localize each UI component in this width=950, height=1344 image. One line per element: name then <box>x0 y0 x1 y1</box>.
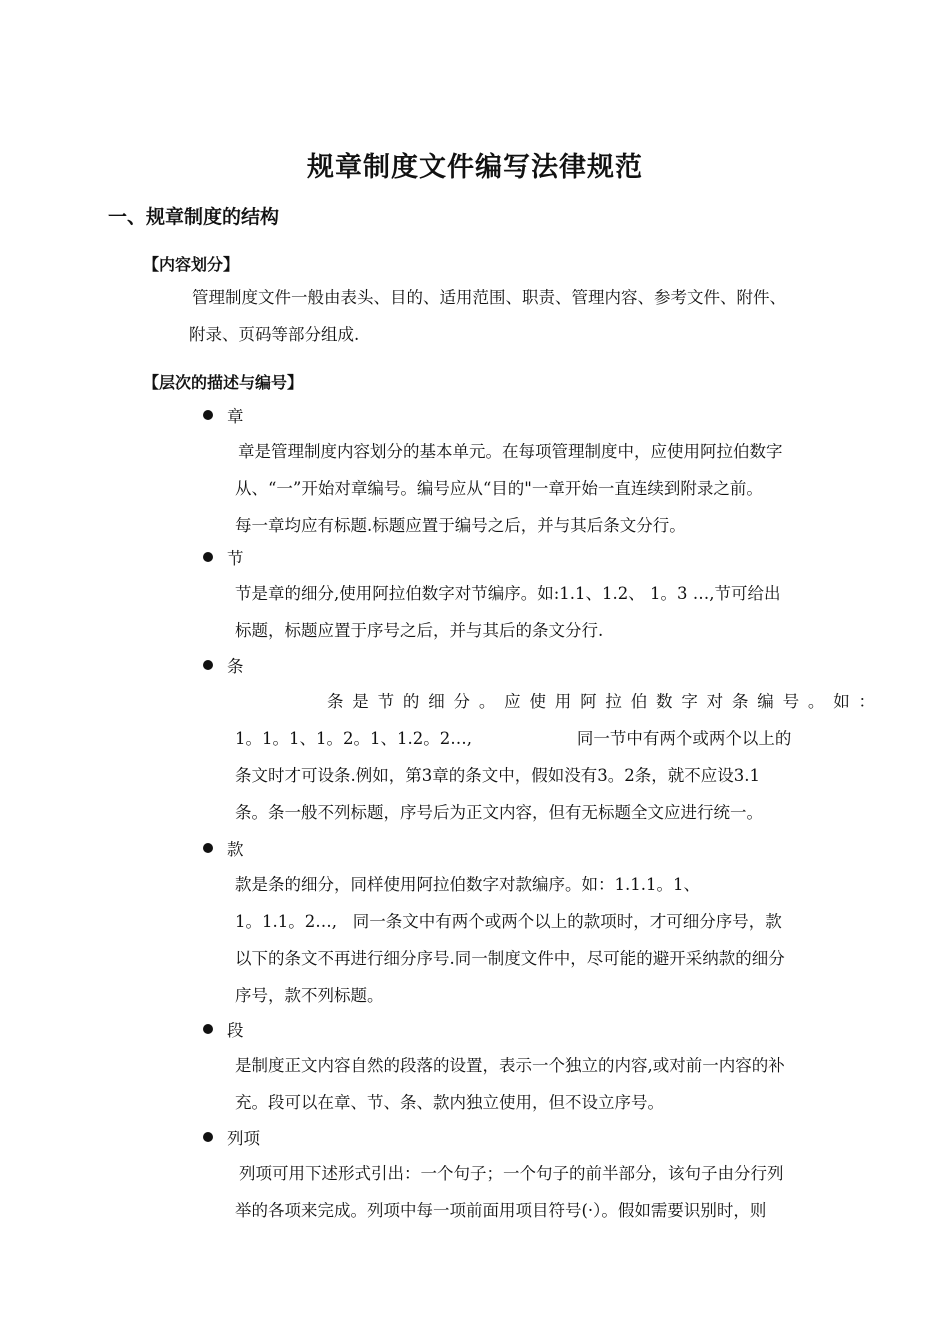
bullet-label: 列项 <box>227 1129 260 1148</box>
paragraph-line: 1。1.1。2…, 同一条文中有两个或两个以上的款项时，才可细分序号，款 <box>235 912 782 931</box>
paragraph-line: 节是章的细分,使用阿拉伯数字对节编序。如:1.1、1.2、 1。3 …,节可给出 <box>235 584 781 603</box>
paragraph-line: 章是管理制度内容划分的基本单元。在每项管理制度中，应使用阿拉伯数字 <box>238 442 783 461</box>
list-item-section <box>203 545 244 569</box>
paragraph-line: 1。1。1、1。2。1、1.2。2…, 同一节中有两个或两个以上的 <box>235 729 792 748</box>
paragraph-line: 举的各项来完成。列项中每一项前面用项目符号(·）。假如需要识别时，则 <box>235 1201 767 1220</box>
list-item-article <box>203 653 244 677</box>
paragraph-line: 条是节的细分。应使用阿拉伯数字对条编号。如： <box>327 692 875 711</box>
paragraph-line: 以下的条文不再进行细分序号.同一制度文件中，尽可能的避开采纳款的细分 <box>235 949 785 968</box>
bullet-icon <box>203 1132 213 1142</box>
chapter-paragraph <box>235 433 783 544</box>
paragraph-line: 序号，款不列标题。 <box>235 986 384 1005</box>
bullet-label: 款 <box>227 840 244 859</box>
list-item-chapter <box>203 403 244 427</box>
levels-heading: 【层次的描述与编号】 <box>143 373 304 392</box>
paragraph-line: 条文时才可设条.例如，第3章的条文中，假如没有3。2条，就不应设3.1 <box>235 766 760 785</box>
article-paragraph <box>235 683 875 831</box>
bullet-label: 章 <box>227 407 244 426</box>
bullet-icon <box>203 410 213 420</box>
paragraph-line: 款是条的细分，同样使用阿拉伯数字对款编序。如：1.1.1。1、 <box>235 875 700 894</box>
list-item-enumeration <box>203 1125 260 1149</box>
bullet-icon <box>203 552 213 562</box>
paragraph-line: 是制度正文内容自然的段落的设置，表示一个独立的内容,或对前一内容的补 <box>235 1056 785 1075</box>
paragraph-line: 从、“一”开始对章编号。编号应从“目的"一章开始一直连续到附录之前。 <box>235 479 763 498</box>
paragraph-line: 列项可用下述形式引出：一个句子；一个句子的前半部分，该句子由分行列 <box>239 1164 784 1183</box>
document-title: 规章制度文件编写法律规范 <box>307 152 643 183</box>
bullet-icon <box>203 843 213 853</box>
paragraph-paragraph <box>235 1047 785 1121</box>
section-heading: 一、规章制度的结构 <box>108 206 280 228</box>
list-item-paragraph <box>203 1017 244 1041</box>
bullet-icon <box>203 660 213 670</box>
bullet-label: 条 <box>227 657 244 676</box>
content-division-paragraph <box>189 279 786 353</box>
bullet-label: 节 <box>227 549 244 568</box>
enumeration-paragraph <box>235 1155 784 1229</box>
paragraph-line: 条。条一般不列标题，序号后为正文内容，但有无标题全文应进行统一。 <box>235 803 763 822</box>
section-paragraph <box>235 575 781 649</box>
list-item-clause <box>203 836 244 860</box>
paragraph-line: 每一章均应有标题.标题应置于编号之后，并与其后条文分行。 <box>235 516 686 535</box>
paragraph-line: 管理制度文件一般由表头、目的、适用范围、职责、管理内容、参考文件、附件、 <box>192 288 786 307</box>
paragraph-line: 附录、页码等部分组成. <box>189 325 360 344</box>
clause-paragraph <box>235 866 785 1014</box>
paragraph-line: 充。段可以在章、节、条、款内独立使用，但不设立序号。 <box>235 1093 664 1112</box>
paragraph-line: 标题，标题应置于序号之后，并与其后的条文分行. <box>235 621 604 640</box>
bullet-icon <box>203 1024 213 1034</box>
bullet-label: 段 <box>227 1021 244 1040</box>
content-division-heading: 【内容划分】 <box>143 255 240 274</box>
